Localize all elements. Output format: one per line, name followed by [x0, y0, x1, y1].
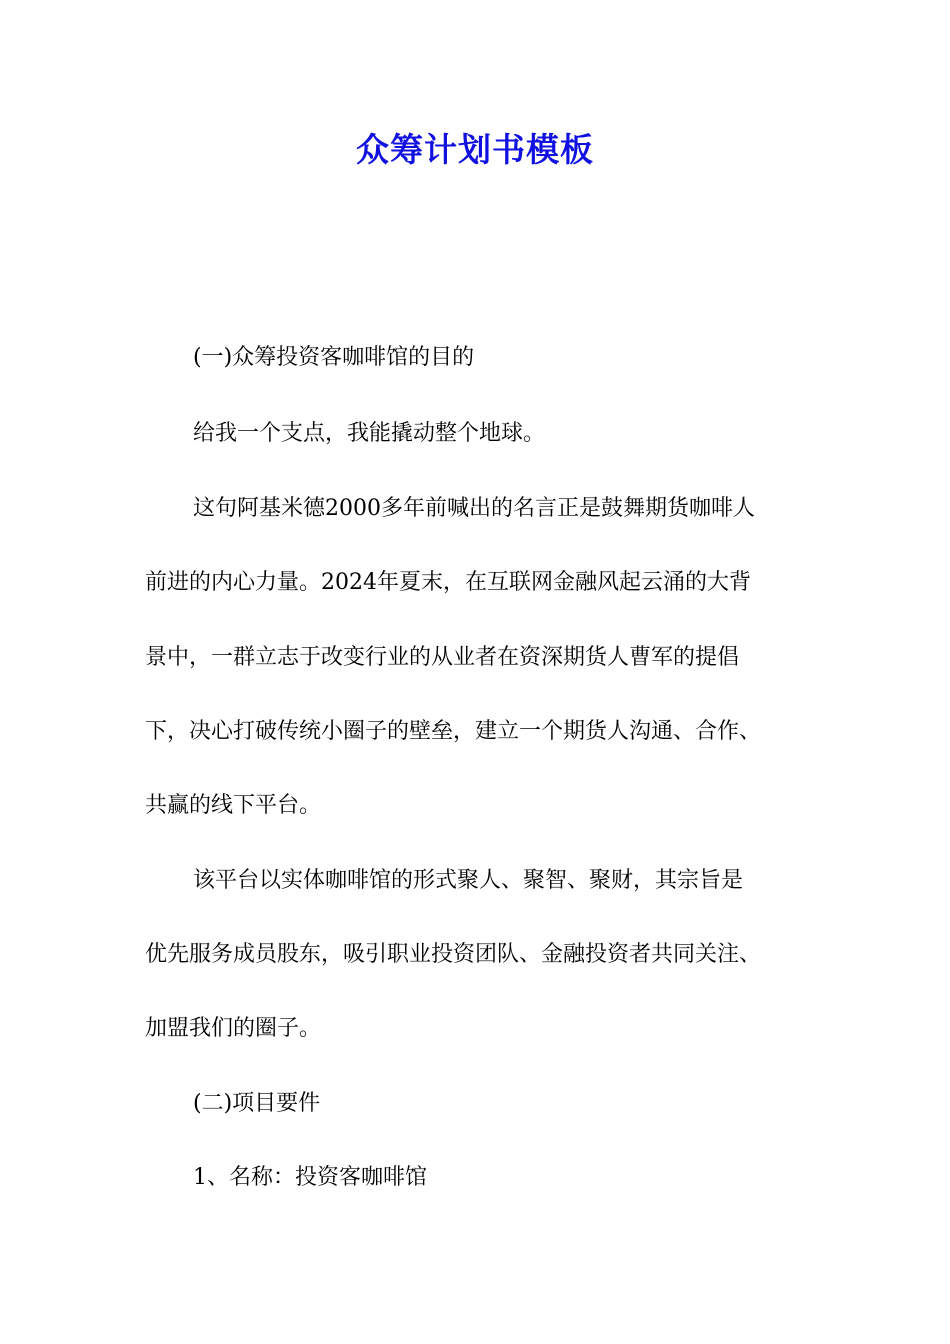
- paragraph-line: 该平台以实体咖啡馆的形式聚人、聚智、聚财，其宗旨是: [193, 868, 744, 893]
- paragraph-line: 景中，一群立志于改变行业的从业者在资深期货人曹军的提倡: [145, 645, 740, 670]
- section-heading-requirements: (二)项目要件: [193, 1091, 321, 1116]
- document-title: 众筹计划书模板: [356, 130, 594, 169]
- paragraph-line: 加盟我们的圈子。: [145, 1016, 322, 1041]
- paragraph-line: 下，决心打破传统小圈子的壁垒，建立一个期货人沟通、合作、: [145, 719, 762, 744]
- paragraph-line: 前进的内心力量。2024年夏末，在互联网金融风起云涌的大背: [145, 570, 751, 595]
- paragraph-line: 这句阿基米德2000多年前喊出的名言正是鼓舞期货咖啡人: [193, 496, 755, 521]
- paragraph-line: 优先服务成员股东，吸引职业投资团队、金融投资者共同关注、: [145, 942, 762, 967]
- paragraph-line: 给我一个支点，我能撬动整个地球。: [193, 421, 546, 446]
- paragraph-line: 共赢的线下平台。: [145, 793, 322, 818]
- list-item: 1、名称：投资客咖啡馆: [193, 1165, 427, 1190]
- section-heading-purpose: (一)众筹投资客咖啡馆的目的: [193, 345, 475, 370]
